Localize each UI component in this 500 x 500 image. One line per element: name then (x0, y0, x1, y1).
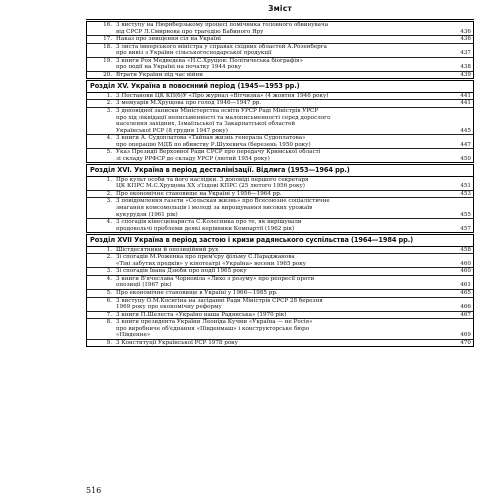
toc-entry-text-line: ЦК КПРС М.С.Хрущова XX з'їздові КПРС (25 лютого 1956 року) (116, 183, 305, 190)
toc-entry-text-line: Про економічне становище в Україні у 1966—1985 рр. (116, 290, 278, 296)
toc-entry[interactable] (87, 22, 473, 35)
toc-section (86, 164, 474, 233)
toc-entry-text-line: Зі спогадів М.Роженка про прем'єру фільму С.Параджанова (116, 254, 295, 261)
toc-entry-text-line: Про культ особи та його наслідки. 3 доповіді першого секретаря (116, 176, 309, 183)
toc-entry-page: 451 (460, 183, 471, 190)
toc-entry-number: 4. (106, 219, 112, 226)
toc-entry-page: 447 (460, 141, 471, 148)
toc-entry-number: 4. (106, 275, 112, 282)
toc-entry-text-line: Втрати України під час війни (116, 71, 204, 78)
toc-entry-title (116, 298, 473, 311)
toc-entry-title (116, 276, 473, 289)
toc-entry-number: 5. (106, 290, 112, 296)
toc-entry[interactable] (87, 253, 473, 267)
toc-entry[interactable] (87, 311, 473, 319)
toc-entry-text-line: 3 листа імперського міністра у справах східних областей А.Розенберга (116, 43, 328, 50)
toc-entry-number: 2. (106, 100, 112, 107)
toc-entry-text-line: 1969 року про економічну реформу (116, 304, 222, 311)
toc-entry-title (116, 177, 473, 190)
toc-entry-title (116, 254, 473, 267)
toc-entry-text-line: 3 спогадів кінесценариста С.Колесника про те, як вирішували (116, 219, 302, 226)
toc-entry-page: 466 (460, 304, 471, 311)
toc-entry-page: 441 (460, 100, 471, 107)
toc-entry-number: 19. (103, 57, 112, 64)
toc-entry-title (116, 340, 473, 347)
toc-entry-page: 465 (460, 290, 471, 296)
toc-entry-title (116, 219, 473, 232)
toc-entry-text-line: 3 Постанови ЦК КП(б)У «Про журнал «Вітчизна» (4 жовтня 1946 року) (116, 92, 329, 99)
toc-entry[interactable] (87, 190, 473, 198)
toc-entry-number: 3. (106, 198, 112, 205)
toc-entry-text-line: зі складу РРФСР до складу УРСР (лютий 1954 року) (116, 155, 270, 162)
toc-entry-text-line: Зі спогадів Івана Дзюби про події 1965 року (116, 268, 247, 275)
toc-entry-page: 469 (460, 332, 471, 339)
toc-section (86, 234, 474, 347)
toc-entry-text-line: змагання комсомольців і молоді за вирощування високих урожаїв (116, 205, 313, 212)
toc-entry-page: 450 (460, 155, 471, 162)
toc-entry[interactable] (87, 71, 473, 79)
toc-entry-number: 16. (103, 22, 112, 28)
toc-entry-page: 453 (460, 190, 471, 197)
section-heading[interactable]: Розділ XV. Україна в повоєнний період (1945—1953 рр.) (87, 81, 473, 93)
table-of-contents (86, 21, 474, 347)
toc-entry-number: 5. (106, 149, 112, 156)
toc-entry-number: 18. (103, 43, 112, 50)
toc-entry[interactable] (87, 339, 473, 347)
toc-entry-number: 7. (106, 311, 112, 318)
toc-entry[interactable] (87, 289, 473, 297)
toc-entry-text-line: Шістдесятники й опозиційний рух (116, 246, 219, 253)
toc-entry-page: 437 (460, 50, 471, 57)
toc-entry-text-line: 3 виступу О.М.Косигіна на засіданні Ради Міністрів СРСР 28 березня (116, 297, 323, 304)
toc-entry-text-line: кукурудзи (1961 рік) (116, 211, 178, 218)
toc-entry[interactable] (87, 43, 473, 57)
toc-entry-page: 436 (460, 36, 471, 43)
toc-entry-text-line: 3 книги Роя Медведєва «Н.С.Хрущов: Політичеська біографія» (116, 57, 304, 64)
toc-entry-text-line: про вивіз з України сільськогосподарської продукції (116, 50, 272, 57)
toc-entry[interactable] (87, 297, 473, 311)
toc-entry-page: 460 (460, 260, 471, 267)
toc-entry-text-line: про виробниче об'єднання «Південмаш» і конструкторське бюро (116, 325, 310, 332)
toc-entry-title (116, 135, 473, 148)
toc-entry-title (116, 149, 473, 162)
toc-entry-text-line: 3 доповідної записки Міністерства освіти УРСР Раді Міністрів УРСР (116, 107, 319, 114)
toc-entry-title (116, 22, 473, 35)
toc-entry-text-line: про операцію МДБ по вбивству Р.Шухевича (березень 1950 року) (116, 141, 311, 148)
toc-entry[interactable] (87, 107, 473, 134)
section-heading[interactable]: Розділ XVI. Україна в період десталінізації. Відлига (1953—1964 рр.) (87, 165, 473, 177)
toc-entry[interactable] (87, 177, 473, 190)
toc-entry[interactable] (87, 35, 473, 43)
toc-entry-text-line: 3 мемуарів М.Хрущова про голод 1946—1947 рр. (116, 100, 262, 107)
toc-entry-number: 20. (103, 71, 112, 78)
toc-entry-page: 457 (460, 225, 471, 232)
toc-entry-number: 6. (106, 297, 112, 304)
toc-entry-text-line: 3 книги президента України Леоніда Кучми «Україна — не Росія» (116, 319, 313, 326)
toc-entry-page: 461 (460, 282, 471, 289)
toc-page (86, 0, 474, 500)
toc-entry-text-line: населення західних, Ізмаїльської та Закарпатської областей (116, 121, 296, 128)
toc-entry-number: 1. (106, 176, 112, 183)
toc-entry-page: 460 (460, 268, 471, 275)
toc-entry-number: 4. (106, 135, 112, 142)
toc-entry-number: 1. (106, 246, 112, 253)
toc-entry-text-line: «Тіні забутих предків» у кінотеатрі «Україна» восени 1965 року (116, 260, 307, 267)
toc-entry-number: 1. (106, 92, 112, 99)
toc-entry-text-line: про події на Україні на початку 1944 року (116, 64, 242, 71)
toc-entry[interactable] (87, 57, 473, 71)
toc-entry-text-line: 3 Конституції Української РСР 1978 року (116, 339, 238, 346)
toc-entry-text-line: 3 книги А. Судоплатова «Тайная жизнь генерала Судоплатова» (116, 135, 306, 142)
toc-block-top (86, 21, 474, 79)
page-header (86, 0, 474, 20)
toc-entry[interactable] (87, 318, 473, 339)
toc-entry-title (116, 108, 473, 134)
toc-entry-text-line: Наказ про знищення сіл на Україні (116, 36, 221, 43)
toc-entry-page: 438 (460, 64, 471, 71)
toc-entry-page: 467 (460, 311, 471, 318)
toc-entry-number: 17. (103, 36, 112, 43)
toc-entry-text-line: опозиції (1967 рік) (116, 282, 172, 289)
toc-entry-text-line: «Південне» (116, 332, 151, 339)
toc-section (86, 80, 474, 163)
toc-entry-title (116, 72, 473, 79)
toc-entry-page: 436 (460, 28, 471, 35)
toc-entry-title (116, 198, 473, 218)
toc-entry[interactable] (87, 99, 473, 107)
toc-entry-text-line: 3 виступу на Нюрнберзькому процесі помічника головного обвинувача (116, 22, 329, 28)
toc-entry-page: 455 (460, 211, 471, 218)
toc-entry-text-line: Української РСР (8 грудня 1947 року) (116, 127, 228, 134)
toc-entry-number: 3. (106, 107, 112, 114)
toc-entry-number: 2. (106, 190, 112, 197)
toc-entry-text-line: Про економічне становище на Україні у 1956—1964 рр. (116, 190, 282, 197)
toc-entry-page: 470 (460, 339, 471, 346)
toc-entry-text-line: про хід ліквідації неписьменності та малописьменності серед дорослого (116, 114, 331, 121)
toc-entry-text-line: Указ Президії Верховної Ради СРСР про передачу Кримської області (116, 149, 321, 156)
toc-entry[interactable] (87, 267, 473, 275)
toc-entry[interactable] (87, 275, 473, 289)
toc-entry-number: 2. (106, 254, 112, 261)
toc-entry-page: 439 (460, 71, 471, 78)
toc-entry-text-line: 3 книги В'ячеслава Чорновіла «Лихо з розуму» про репресії проти (116, 275, 315, 282)
page-header-title: Зміст (268, 4, 292, 13)
toc-entry-title (116, 44, 473, 57)
toc-entry[interactable] (87, 134, 473, 148)
toc-entry-number: 3. (106, 268, 112, 275)
toc-entry-text-line: 3 повідомлення газети «Сельская жизнь» про Всесоюзне соціалістичне (116, 198, 330, 205)
toc-entry-title (116, 58, 473, 71)
toc-entry-page: 445 (460, 127, 471, 134)
toc-entry-text-line: від СРСР Л.Смирнова про трагедію Бабиного Яру (116, 28, 264, 35)
toc-entry-page: 441 (460, 92, 471, 99)
toc-entry[interactable] (87, 197, 473, 218)
toc-entry-page: 458 (460, 246, 471, 253)
section-heading[interactable]: Розділ XVII Україна в період застою і кризи радянського суспільства (1964—1984 рр.) (87, 235, 473, 247)
toc-entry-text-line: продовольчі проблеми деякі керівники Компартії (1962 рік) (116, 225, 295, 232)
toc-entry-title (116, 319, 473, 339)
toc-entry-text-line: 3 книги П.Шелеста «Україно наша Радянська» (1970 рік) (116, 311, 287, 318)
toc-entry[interactable] (87, 148, 473, 162)
page-number: 516 (86, 486, 102, 495)
toc-entry-number: 9. (106, 339, 112, 346)
toc-entry-number: 8. (106, 319, 112, 326)
toc-entry[interactable] (87, 218, 473, 232)
